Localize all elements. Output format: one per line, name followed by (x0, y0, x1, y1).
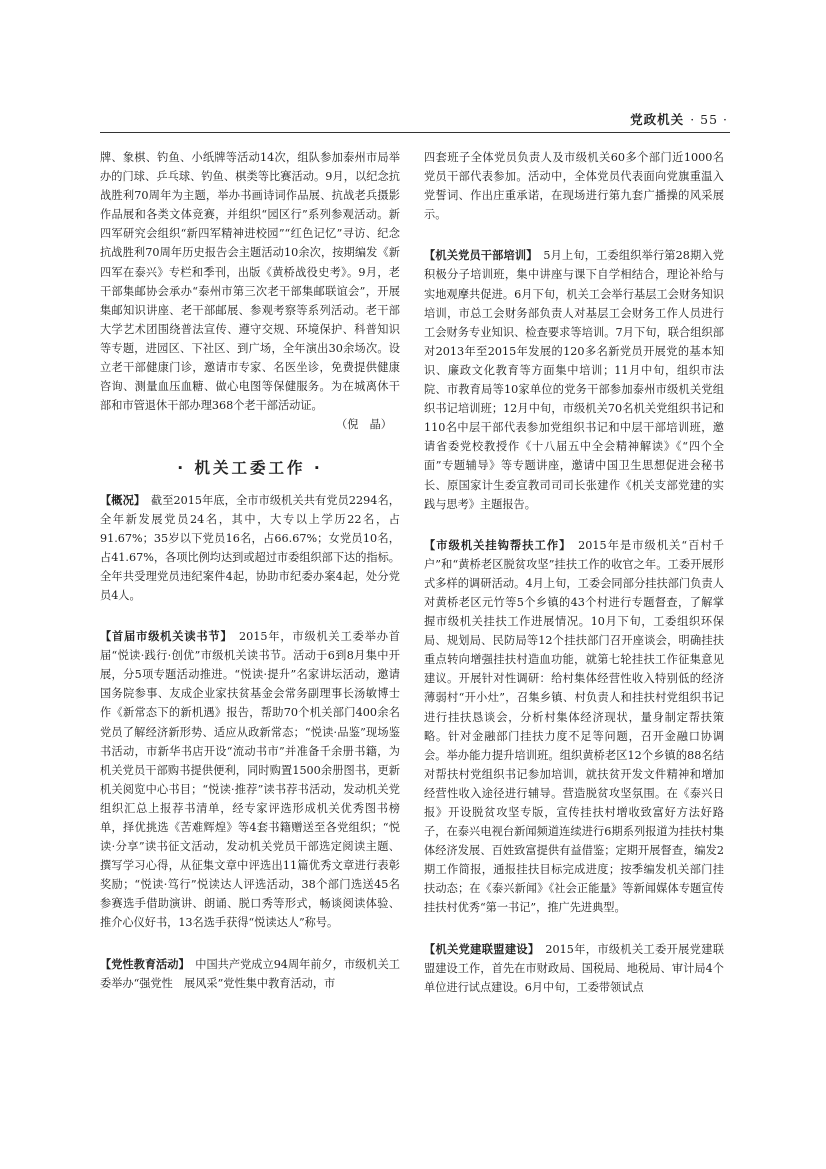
paragraph-body: 2015年是市级机关“百村千户”和“黄桥老区脱贫攻坚”挂扶工作的收官之年。工委开展形式多样的调研活动。4月上旬，工委会同部分挂扶部门负责人对黄桥老区元竹等5个乡镇的43个村进行专题督查，了解掌握市级机关挂扶工作进展情况。10月下旬，工委组织环保局、规划局、民防局等12个挂扶部门召开座谈会，明确挂扶重点转向增强挂扶村造血功能，就第七轮挂扶工作征集意见建议。开展针对性调研：给村集体经营性收入特别低的经济薄弱村“开小灶”，召集乡镇、村负责人和挂扶村党组织书记进行挂扶恳谈会，分析村集体经济现状，量身制定帮扶策略。针对金融部门挂扶力度不足等问题，召开金融口协调会。举办能力提升培训班。组织黄桥老区12个乡镇的88名结对帮扶村党组织书记参加培训，就扶贫开发文件精神和增加经营性收入途径进行辅导。营造脱贫攻坚氛围。在《泰兴日报》开设脱贫攻坚专版，宣传挂扶村增收致富好方法好路子，在泰兴电视台新闻频道连续进行6期系列报道为挂扶村集体经济发展、百姓致富提供有益借鉴；定期开展督查，编发2期工作简报，通报挂扶目标完成进度；按季编发机关部门挂扶动态；在《泰兴新闻》《社会正能量》等新闻媒体专题宣传挂扶村优秀“第一书记”，推广先进典型。 (424, 538, 724, 915)
paragraph-body: 5月上旬，工委组织举行第28期入党积极分子培训班，集中讲座与课下自学相结合，理论补给与实地观摩共促进。6月下旬，机关工会举行基层工会财务知识培训，市总工会财务部负责人对基层工会财务工作人员进行工会财务专业知识、检查要求等培训。7月下旬，联合组织部对2013年至2015年发展的120多名新党员开展党的基本知识、廉政文化教育等方面集中培训；11月中旬，组织市法院、市教育局等10家单位的党务干部参加泰州市级机关党组织书记培训班；12月中旬，市级机关70名机关党组织书记和110名中层干部代表参加党组织书记和中层干部培训班，邀请省委党校教授作《十八届五中全会精神解读》《“四个全面”专题辅导》等专题讲座，邀请中国卫生思想促进会秘书长、原国家计生委宣教司司司长张建作《机关支部党建的实践与思考》主题报告。 (424, 249, 724, 511)
paragraph-body: 2015年，市级机关工委开展党建联盟建设工作，首先在市财政局、国税局、地税局、审计局4个单位进行试点建设。6月中旬，工委带领试点 (424, 942, 724, 994)
paragraph-body: 截至2015年底，全市市级机关共有党员2294名，全年新发展党员24名，其中，大专以上学历22名，占91.67%；35岁以下党员16名，占66.67%；女党员10名，占41.67%，各项比例均达到或超过市委组织部下达的指标。全年共受理党员违纪案件4起，协助市纪委办案4起，处分党员4人。 (100, 493, 400, 602)
author-signature: （倪 晶） (336, 418, 392, 432)
spacer (424, 918, 724, 940)
spacer (424, 514, 724, 536)
paragraph-poverty-assistance (424, 536, 724, 918)
spacer (100, 605, 400, 627)
paragraph-body: 2015年，市级机关工委举办首届“悦读·践行·创优”市级机关读书节。活动于6到8月集中开展，分5项专题活动推进。“悦读·提升”名家讲坛活动，邀请国务院参事、友成企业家扶贫基金会常务副理事长汤敏博士作《新常态下的新机遇》报告，帮助70个机关部门400余名党员了解经济新形势、适应从政新常态；“悦读·品鉴”现场鉴书活动，市新华书店开设“流动书市”并准备千余册书籍，为机关党员干部购书提供便利，同时购置1500余册图书，更新机关阅览中心书目；“悦读·推荐”读书荐书活动，发动机关党组织汇总上报荐书清单，经专家评选形成机关优秀图书榜单，择优挑选《苦难辉煌》等4套书籍赠送至各党组织；“悦读·分享”读书征文活动，发动机关党员干部选定阅读主题、撰写学习心得，从征集文章中评选出11篇优秀文章进行表彰奖励；“悦读·笃行”悦读达人评选活动，38个部门选送45名参赛选手借助演讲、朗诵、脱口秀等形式，畅谈阅读体验、推介心仪好书，13名选手获得“悦读达人”称号。 (100, 630, 400, 930)
right-column (424, 148, 724, 997)
paragraph-lead: 【党性教育活动】 (100, 956, 185, 971)
paragraph-party-alliance (424, 940, 724, 997)
section-title: · 机关工委工作 · (177, 459, 323, 478)
spacer (424, 224, 724, 246)
page-number: · 55 · (690, 112, 728, 127)
paragraph-lead: 【概况】 (100, 492, 140, 507)
paragraph-veteran-activities: 牌、象棋、钓鱼、小纸牌等活动14次，组队参加泰州市局举办的门球、乒乓球、钓鱼、棋类等比赛活动。9月，以纪念抗战胜利70周年为主题，举办书画诗词作品展、抗战老兵摄影作品展和各类文体竞赛，并组织“园区行”系列参观活动。新四军研究会组织“新四军精神进校园”“红色记忆”寻访、纪念抗战胜利70周年历史报告会主题活动10余次，按期编发《新四军在泰兴》专栏和季刊，出版《黄桥战役史考》。9月，老干部集邮协会承办“泰州市第三次老干部集邮联谊会”，开展集邮知识讲座、老干部邮展、参观考察等系列活动。老干部大学艺术团围绕普法宣传、遵守交规、环境保护、科普知识等专题，进园区、下社区、到广场，全年演出30余场次。设立老干部健康门诊，邀请市专家、名医坐诊，免费提供健康咨询、测量血压血糖、做心电图等保健服务。为在城离休干部和市管退休干部办理368个老干部活动证。 (100, 151, 400, 413)
header-text (630, 110, 728, 128)
paragraph-party-education (100, 955, 400, 993)
paragraph-lead: 【机关党建联盟建设】 (424, 941, 534, 956)
running-header (100, 110, 730, 133)
paragraph-lead: 【市级机关挂钩帮扶工作】 (424, 537, 566, 552)
paragraph-lead: 【首届市级机关读书节】 (100, 629, 227, 644)
paragraph-reading-festival (100, 627, 400, 933)
paragraph-overview (100, 491, 400, 606)
paragraph-cadre-training (424, 246, 724, 513)
left-column (100, 148, 400, 993)
paragraph-body: 中国共产党成立94周年前夕，市级机关工委举办“强党性 展风采”党性集中教育活动，市 (100, 957, 400, 990)
paragraph-lead: 【机关党员干部培训】 (424, 248, 533, 263)
spacer (100, 933, 400, 955)
spacer (100, 434, 400, 453)
paragraph-continued: 四套班子全体党员负责人及市级机关60多个部门近1000名党员干部代表参加。活动中，全体党员代表面向党旗重温入党誓词、作出庄重承诺，在现场进行第九套广播操的风采展示。 (424, 151, 724, 222)
header-section: 党政机关 (630, 112, 685, 127)
